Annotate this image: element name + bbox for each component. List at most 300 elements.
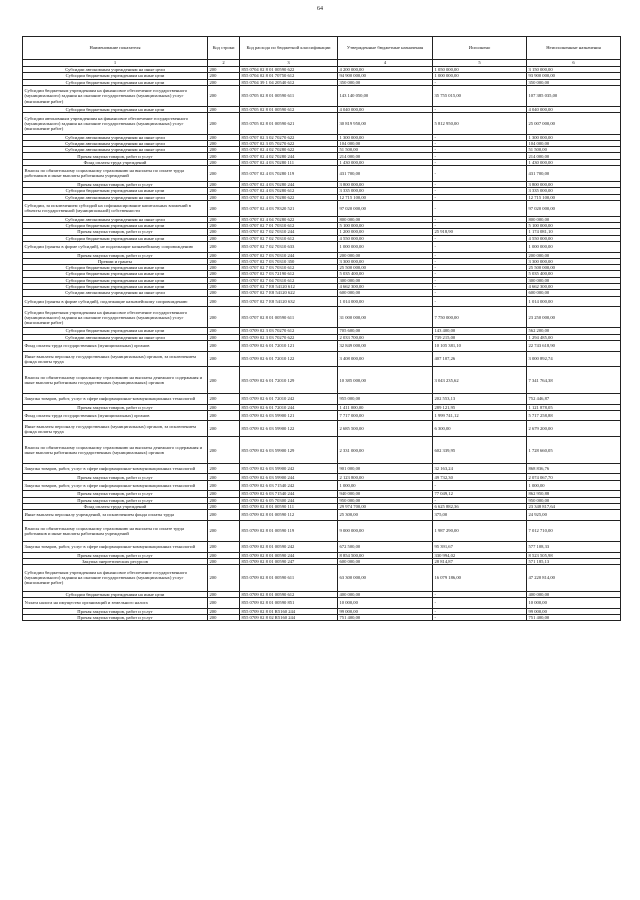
row-approved: 2 123 800,00 bbox=[338, 474, 433, 480]
row-unexecuted: 300 000,00 bbox=[527, 277, 621, 283]
row-approved: 8 854 500,00 bbox=[338, 552, 433, 558]
header-line-code: Код строки bbox=[208, 37, 240, 60]
row-approved: 5 035 400,00 bbox=[338, 271, 433, 277]
row-executed: 6 625 882,36 bbox=[433, 503, 527, 509]
row-unexecuted: 24 925,00 bbox=[527, 510, 621, 521]
row-line-code: 200 bbox=[208, 188, 240, 194]
row-name: Закупка товаров, работ, услуг в сфере информационно-коммуникационных технологий bbox=[23, 393, 208, 404]
row-executed: 7 750 000,00 bbox=[433, 307, 527, 328]
row-approved: 431 700,00 bbox=[338, 166, 433, 182]
row-name: Субсидии бюджетным учреждениям на иные цели bbox=[23, 79, 208, 85]
row-budget-code: 855 0709 02 6 03 59900 122 bbox=[240, 421, 338, 437]
row-executed: - bbox=[433, 277, 527, 283]
row-executed: 1 999 741,12 bbox=[433, 410, 527, 421]
row-approved: 4 550 000,00 bbox=[338, 235, 433, 241]
row-line-code: 200 bbox=[208, 597, 240, 608]
row-executed: - bbox=[433, 252, 527, 258]
row-line-code: 200 bbox=[208, 296, 240, 307]
row-approved: 214 000,00 bbox=[338, 153, 433, 159]
row-line-code: 200 bbox=[208, 565, 240, 592]
row-budget-code: 855 0707 02 4 02 70280 244 bbox=[240, 153, 338, 159]
row-executed: 32 163,24 bbox=[433, 463, 527, 474]
row-name: Прочая закупка товаров, работ и услуг bbox=[23, 229, 208, 235]
row-name: Субсидии автономным учреждениям на иные цели bbox=[23, 334, 208, 340]
table-row bbox=[23, 200, 621, 216]
row-executed: - bbox=[433, 140, 527, 146]
table-row bbox=[23, 565, 621, 592]
row-name: Субсидии бюджетным учреждениям на иные цели bbox=[23, 107, 208, 113]
row-approved: 940 000,00 bbox=[338, 491, 433, 497]
row-approved: 800 000,00 bbox=[338, 216, 433, 222]
row-budget-code: 855 0709 02 3 03 70270 622 bbox=[240, 334, 338, 340]
row-line-code: 200 bbox=[208, 591, 240, 597]
row-unexecuted: 7 341 764,38 bbox=[527, 367, 621, 394]
row-approved: 12 715 100,00 bbox=[338, 194, 433, 200]
row-unexecuted: 25 007 000,00 bbox=[527, 113, 621, 134]
row-budget-code: 855 0705 02 8 01 00590 621 bbox=[240, 113, 338, 134]
row-executed: - bbox=[433, 480, 527, 491]
row-approved: 1 014 000,00 bbox=[338, 296, 433, 307]
row-line-code: 200 bbox=[208, 223, 240, 229]
row-approved: 3 408 000,00 bbox=[338, 351, 433, 367]
row-unexecuted: 200 000,00 bbox=[527, 252, 621, 258]
row-approved: 1 411 000,00 bbox=[338, 404, 433, 410]
row-approved: 3 335 000,00 bbox=[338, 188, 433, 194]
row-budget-code: 855 0704 02 8 01 70750 612 bbox=[240, 73, 338, 79]
row-executed: - bbox=[433, 608, 527, 614]
row-executed: - bbox=[433, 258, 527, 264]
row-line-code: 200 bbox=[208, 216, 240, 222]
row-name: Субсидии бюджетным учреждениям на иные цели bbox=[23, 283, 208, 289]
row-executed: - bbox=[433, 597, 527, 608]
row-executed: - bbox=[433, 181, 527, 187]
row-approved: 4 662 300,00 bbox=[338, 283, 433, 289]
row-approved: 63 300 000,00 bbox=[338, 565, 433, 592]
row-unexecuted: 104 000,00 bbox=[527, 140, 621, 146]
row-budget-code: 855 0709 02 8 01 00590 247 bbox=[240, 558, 338, 564]
row-name: Субсидии автономным учреждениям на финансовое обеспечение государственного (муниципального) задания на оказание государственных (муниципальных) услуг (выполнение работ) bbox=[23, 113, 208, 134]
row-approved: 1 300 000,00 bbox=[338, 134, 433, 140]
row-unexecuted: 10 000,00 bbox=[527, 597, 621, 608]
row-budget-code: 855 0707 02 4 02 70280 622 bbox=[240, 147, 338, 153]
row-line-code: 200 bbox=[208, 334, 240, 340]
row-approved: 705 600,00 bbox=[338, 328, 433, 334]
row-budget-code: 855 0707 02 7 E8 54120 632 bbox=[240, 296, 338, 307]
row-name: Взносы по обязательному социальному страхованию на выплаты денежного содержания и иные выплаты работникам государственных (муниципальных) органов bbox=[23, 437, 208, 464]
row-approved: 10 385 000,00 bbox=[338, 367, 433, 394]
row-unexecuted: 562 200,00 bbox=[527, 328, 621, 334]
row-unexecuted: 97 020 000,00 bbox=[527, 200, 621, 216]
row-executed: 202 553,13 bbox=[433, 393, 527, 404]
row-executed: - bbox=[433, 79, 527, 85]
row-name: Субсидии (гранты в форме субсидий), не подлежащие казначейскому сопровождению bbox=[23, 241, 208, 252]
row-line-code: 200 bbox=[208, 552, 240, 558]
row-executed: 25 918,90 bbox=[433, 229, 527, 235]
row-approved: 32 849 000,00 bbox=[338, 340, 433, 351]
table-body bbox=[23, 67, 621, 621]
row-unexecuted: 51 500,00 bbox=[527, 147, 621, 153]
row-line-code: 200 bbox=[208, 277, 240, 283]
row-budget-code: 855 0707 02 7 01 70310 612 bbox=[240, 223, 338, 229]
row-name: Взносы по обязательному социальному страхованию на выплаты денежного содержания и иные выплаты работникам государственных (муниципальных) органов bbox=[23, 367, 208, 394]
row-line-code: 200 bbox=[208, 307, 240, 328]
row-name: Прочая закупка товаров, работ и услуг bbox=[23, 252, 208, 258]
row-budget-code: 855 0707 02 3 02 70270 622 bbox=[240, 134, 338, 140]
row-executed: 1 987 290,00 bbox=[433, 520, 527, 541]
row-unexecuted: 1 000 000,00 bbox=[527, 241, 621, 252]
row-executed: 10 105 381,10 bbox=[433, 340, 527, 351]
row-name: Премии и гранты bbox=[23, 258, 208, 264]
row-budget-code: 855 0707 02 8 01 00590 611 bbox=[240, 307, 338, 328]
row-name: Фонд оплаты труда учреждений bbox=[23, 159, 208, 165]
row-name: Фонд оплаты труда государственных (муниципальных) органов bbox=[23, 410, 208, 421]
row-executed: - bbox=[433, 235, 527, 241]
row-approved: 901 000,00 bbox=[338, 463, 433, 474]
row-line-code: 200 bbox=[208, 393, 240, 404]
row-executed: 95 391,67 bbox=[433, 541, 527, 552]
table-row bbox=[23, 113, 621, 134]
row-name: Субсидии бюджетным учреждениям на иные цели bbox=[23, 271, 208, 277]
row-unexecuted: 5 717 258,88 bbox=[527, 410, 621, 421]
row-name: Закупка товаров, работ, услуг в сфере информационно-коммуникационных технологий bbox=[23, 541, 208, 552]
row-unexecuted: 862 950,88 bbox=[527, 491, 621, 497]
table-row bbox=[23, 463, 621, 474]
row-line-code: 200 bbox=[208, 283, 240, 289]
row-name: Субсидии бюджетным учреждениям на иные цели bbox=[23, 235, 208, 241]
table-row bbox=[23, 510, 621, 521]
row-unexecuted: 214 000,00 bbox=[527, 153, 621, 159]
row-unexecuted: 3 000 892,74 bbox=[527, 351, 621, 367]
row-unexecuted: 3 335 000,00 bbox=[527, 188, 621, 194]
row-executed: 289 121,95 bbox=[433, 404, 527, 410]
row-unexecuted: 99 000,00 bbox=[527, 608, 621, 614]
column-number: 6 bbox=[527, 60, 621, 67]
row-approved: 3 800 000,00 bbox=[338, 181, 433, 187]
row-executed: 28 814,87 bbox=[433, 558, 527, 564]
row-executed: 3 043 235,62 bbox=[433, 367, 527, 394]
row-name: Прочая закупка товаров, работ и услуг bbox=[23, 474, 208, 480]
row-unexecuted: 12 715 100,00 bbox=[527, 194, 621, 200]
row-approved: 300 000,00 bbox=[338, 277, 433, 283]
row-line-code: 200 bbox=[208, 79, 240, 85]
row-line-code: 200 bbox=[208, 463, 240, 474]
row-line-code: 200 bbox=[208, 491, 240, 497]
row-approved: 955 000,00 bbox=[338, 393, 433, 404]
row-unexecuted: 5 035 400,00 bbox=[527, 271, 621, 277]
row-budget-code: 855 0707 02 4 03 70280 119 bbox=[240, 166, 338, 182]
row-executed: - bbox=[433, 223, 527, 229]
row-budget-code: 855 0709 02 6 03 59900 121 bbox=[240, 410, 338, 421]
row-budget-code: 855 0707 02 4 03 70280 612 bbox=[240, 188, 338, 194]
row-budget-code: 855 0709 02 8 01 R5160 244 bbox=[240, 608, 338, 614]
row-unexecuted: 577 108,33 bbox=[527, 541, 621, 552]
row-approved: 2 331 000,00 bbox=[338, 437, 433, 464]
row-name: Прочая закупка товаров, работ и услуг bbox=[23, 153, 208, 159]
row-line-code: 200 bbox=[208, 404, 240, 410]
table-row bbox=[23, 241, 621, 252]
row-unexecuted: 571 185,13 bbox=[527, 558, 621, 564]
row-unexecuted: 868 836,76 bbox=[527, 463, 621, 474]
row-unexecuted: 22 743 618,90 bbox=[527, 340, 621, 351]
table-row bbox=[23, 597, 621, 608]
row-budget-code: 855 0709 02 8 01 00590 244 bbox=[240, 552, 338, 558]
row-line-code: 200 bbox=[208, 437, 240, 464]
row-unexecuted: 950 000,00 bbox=[527, 497, 621, 503]
row-name: Закупка товаров, работ, услуг в сфере информационно-коммуникационных технологий bbox=[23, 463, 208, 474]
column-number: 1 bbox=[23, 60, 208, 67]
table-row bbox=[23, 410, 621, 421]
row-name: Субсидии бюджетным учреждениям на иные цели bbox=[23, 188, 208, 194]
row-name: Прочая закупка товаров, работ и услуг bbox=[23, 614, 208, 620]
row-budget-code: 855 0707 02 4 03 70280 622 bbox=[240, 194, 338, 200]
row-approved: 1 430 000,00 bbox=[338, 159, 433, 165]
row-executed: - bbox=[433, 296, 527, 307]
row-budget-code: 855 0704 39 1 04 20540 612 bbox=[240, 79, 338, 85]
row-unexecuted: 3 800 000,00 bbox=[527, 181, 621, 187]
row-budget-code: 855 0707 02 7 E8 54120 612 bbox=[240, 283, 338, 289]
row-line-code: 200 bbox=[208, 290, 240, 296]
row-line-code: 200 bbox=[208, 200, 240, 216]
row-line-code: 200 bbox=[208, 410, 240, 421]
row-line-code: 200 bbox=[208, 258, 240, 264]
row-executed: 330 994,02 bbox=[433, 552, 527, 558]
row-budget-code: 855 0707 02 4 03 78320 521 bbox=[240, 200, 338, 216]
table-row bbox=[23, 614, 621, 620]
row-unexecuted: 107 385 035,00 bbox=[527, 85, 621, 106]
row-approved: 97 020 000,00 bbox=[338, 200, 433, 216]
row-budget-code: 855 0707 02 4 04 70280 622 bbox=[240, 216, 338, 222]
row-line-code: 200 bbox=[208, 510, 240, 521]
column-number: 3 bbox=[240, 60, 338, 67]
row-unexecuted: 800 000,00 bbox=[527, 216, 621, 222]
row-name: Субсидии бюджетным учреждениям на иные цели bbox=[23, 328, 208, 334]
row-name: Субсидии автономным учреждениям на иные цели bbox=[23, 216, 208, 222]
row-unexecuted: 3 300 000,00 bbox=[527, 258, 621, 264]
row-name: Фонд оплаты труда государственных (муниципальных) органов bbox=[23, 340, 208, 351]
row-line-code: 200 bbox=[208, 474, 240, 480]
row-executed: - bbox=[433, 166, 527, 182]
row-unexecuted: 5 100 000,00 bbox=[527, 223, 621, 229]
row-approved: 51 500,00 bbox=[338, 147, 433, 153]
row-executed: - bbox=[433, 107, 527, 113]
row-line-code: 200 bbox=[208, 340, 240, 351]
row-line-code: 200 bbox=[208, 421, 240, 437]
row-line-code: 200 bbox=[208, 153, 240, 159]
header-budget-code: Код расхода по бюджетной классификации bbox=[240, 37, 338, 60]
row-name: Иные выплаты персоналу государственных (муниципальных) органов, за исключением фонда оплаты труда bbox=[23, 421, 208, 437]
row-executed: - bbox=[433, 241, 527, 252]
row-line-code: 200 bbox=[208, 480, 240, 491]
row-budget-code: 855 0707 02 7 02 70310 612 bbox=[240, 235, 338, 241]
page-number: 64 bbox=[317, 6, 323, 12]
table-row bbox=[23, 351, 621, 367]
row-executed: 375,00 bbox=[433, 510, 527, 521]
row-unexecuted: 1 300 000,00 bbox=[527, 134, 621, 140]
row-unexecuted: 47 220 814,00 bbox=[527, 565, 621, 592]
row-approved: 94 900 000,00 bbox=[338, 73, 433, 79]
row-line-code: 200 bbox=[208, 67, 240, 73]
row-budget-code: 855 0707 02 7 03 70310 612 bbox=[240, 265, 338, 271]
row-name: Субсидии автономным учреждениям на иные цели bbox=[23, 290, 208, 296]
row-unexecuted: 4 662 300,00 bbox=[527, 283, 621, 289]
header-approved: Утвержденные бюджетные назначения bbox=[338, 37, 433, 60]
row-budget-code: 855 0707 02 7 E8 54120 622 bbox=[240, 290, 338, 296]
row-name: Прочая закупка товаров, работ и услуг bbox=[23, 181, 208, 187]
row-unexecuted: 1 174 081,10 bbox=[527, 229, 621, 235]
row-name: Прочая закупка товаров, работ и услуг bbox=[23, 552, 208, 558]
header-executed: Исполнено bbox=[433, 37, 527, 60]
table-row bbox=[23, 437, 621, 464]
row-budget-code: 855 0709 02 8 01 00590 112 bbox=[240, 510, 338, 521]
budget-execution-table bbox=[22, 36, 621, 621]
row-budget-code: 855 0709 02 8 01 00590 612 bbox=[240, 591, 338, 597]
row-line-code: 200 bbox=[208, 367, 240, 394]
row-executed: 739 215,00 bbox=[433, 334, 527, 340]
row-budget-code: 855 0707 02 4 03 70280 244 bbox=[240, 181, 338, 187]
table-row bbox=[23, 85, 621, 106]
row-executed: 1 050 000,00 bbox=[433, 67, 527, 73]
row-unexecuted: 23 250 000,00 bbox=[527, 307, 621, 328]
row-line-code: 200 bbox=[208, 229, 240, 235]
row-name: Субсидии бюджетным учреждениям на иные цели bbox=[23, 591, 208, 597]
row-unexecuted: 93 900 000,00 bbox=[527, 73, 621, 79]
row-name: Иные выплаты персоналу учреждений, за исключением фонда оплаты труда bbox=[23, 510, 208, 521]
row-unexecuted: 431 700,00 bbox=[527, 166, 621, 182]
column-number-row bbox=[23, 60, 621, 67]
row-budget-code: 855 0709 02 6 01 72010 242 bbox=[240, 393, 338, 404]
row-name: Прочая закупка товаров, работ и услуг bbox=[23, 404, 208, 410]
row-approved: 31 000 000,00 bbox=[338, 307, 433, 328]
row-unexecuted: 751 400,00 bbox=[527, 614, 621, 620]
row-name: Субсидии бюджетным учреждениям на финансовое обеспечение государственного (муниципального) задания на оказание государственных (муниципальных) услуг (выполнение работ) bbox=[23, 307, 208, 328]
row-executed: - bbox=[433, 153, 527, 159]
row-name: Закупка товаров, работ, услуг в сфере информационно-коммуникационных технологий bbox=[23, 480, 208, 491]
row-line-code: 200 bbox=[208, 159, 240, 165]
row-executed: - bbox=[433, 271, 527, 277]
row-approved: 143 140 050,00 bbox=[338, 85, 433, 106]
table-row bbox=[23, 296, 621, 307]
row-unexecuted: 25 500 000,00 bbox=[527, 265, 621, 271]
row-line-code: 200 bbox=[208, 235, 240, 241]
table-row bbox=[23, 340, 621, 351]
table-row bbox=[23, 393, 621, 404]
row-unexecuted: 1 000,00 bbox=[527, 480, 621, 491]
row-approved: 10 000,00 bbox=[338, 597, 433, 608]
row-unexecuted: 1 014 000,00 bbox=[527, 296, 621, 307]
row-budget-code: 855 0707 02 7 03 70310 244 bbox=[240, 252, 338, 258]
row-executed: 5 812 950,00 bbox=[433, 113, 527, 134]
row-line-code: 200 bbox=[208, 194, 240, 200]
row-budget-code: 855 0707 02 7 03 70310 350 bbox=[240, 258, 338, 264]
row-approved: 4 200 000,00 bbox=[338, 67, 433, 73]
row-name: Субсидии бюджетным учреждениям на иные цели bbox=[23, 223, 208, 229]
row-approved: 3 300 000,00 bbox=[338, 258, 433, 264]
row-line-code: 200 bbox=[208, 614, 240, 620]
row-line-code: 200 bbox=[208, 497, 240, 503]
row-approved: 30 819 950,00 bbox=[338, 113, 433, 134]
column-number: 4 bbox=[338, 60, 433, 67]
row-name: Субсидии (гранты в форме субсидий), подлежащие казначейскому сопровождению bbox=[23, 296, 208, 307]
row-executed: - bbox=[433, 283, 527, 289]
row-budget-code: 855 0705 02 8 01 00590 612 bbox=[240, 107, 338, 113]
row-budget-code: 855 0705 02 8 01 00590 611 bbox=[240, 85, 338, 106]
row-name: Иные выплаты персоналу государственных (муниципальных) органов, за исключением фонда оплаты труда bbox=[23, 351, 208, 367]
row-approved: 1 200 000,00 bbox=[338, 229, 433, 235]
row-budget-code: 855 0709 02 8 01 00590 111 bbox=[240, 503, 338, 509]
row-approved: 200 000,00 bbox=[338, 252, 433, 258]
header-unexecuted: Неисполненные назначения bbox=[527, 37, 621, 60]
row-line-code: 200 bbox=[208, 166, 240, 182]
row-name: Субсидии автономным учреждениям на иные цели bbox=[23, 147, 208, 153]
row-unexecuted: 4 550 000,00 bbox=[527, 235, 621, 241]
row-unexecuted: 350 000,00 bbox=[527, 79, 621, 85]
row-budget-code: 855 0709 02 6 05 70300 244 bbox=[240, 497, 338, 503]
row-approved: 104 000,00 bbox=[338, 140, 433, 146]
table-row bbox=[23, 520, 621, 541]
row-name: Субсидии бюджетным учреждениям на финансовое обеспечение государственного (муниципального) задания на оказание государственных (муниципальных) услуг (выполнение работ) bbox=[23, 85, 208, 106]
row-executed: - bbox=[433, 265, 527, 271]
row-name: Субсидии бюджетным учреждениям на иные цели bbox=[23, 265, 208, 271]
row-executed: - bbox=[433, 591, 527, 597]
row-unexecuted: 8 523 505,98 bbox=[527, 552, 621, 558]
header-indicator-name: Наименование показателя bbox=[23, 37, 208, 60]
row-approved: 1 000,00 bbox=[338, 480, 433, 491]
row-unexecuted: 23 348 817,64 bbox=[527, 503, 621, 509]
row-budget-code: 855 0709 02 8 01 00590 851 bbox=[240, 597, 338, 608]
row-approved: 600 000,00 bbox=[338, 558, 433, 564]
row-line-code: 200 bbox=[208, 351, 240, 367]
row-approved: 950 000,00 bbox=[338, 497, 433, 503]
row-line-code: 200 bbox=[208, 140, 240, 146]
row-line-code: 200 bbox=[208, 608, 240, 614]
row-budget-code: 855 0707 02 4 03 70280 111 bbox=[240, 159, 338, 165]
row-budget-code: 855 0704 02 8 01 00590 622 bbox=[240, 67, 338, 73]
row-budget-code: 855 0709 02 6 03 71540 244 bbox=[240, 491, 338, 497]
row-executed: 407 107,26 bbox=[433, 351, 527, 367]
row-budget-code: 855 0707 02 7 03 72190 612 bbox=[240, 271, 338, 277]
row-budget-code: 855 0709 02 8 01 00590 611 bbox=[240, 565, 338, 592]
row-approved: 672 500,00 bbox=[338, 541, 433, 552]
row-line-code: 200 bbox=[208, 113, 240, 134]
row-executed: - bbox=[433, 159, 527, 165]
row-name: Субсидии бюджетным учреждениям на иные цели bbox=[23, 73, 208, 79]
row-line-code: 200 bbox=[208, 134, 240, 140]
row-name: Субсидии автономным учреждениям на иные цели bbox=[23, 194, 208, 200]
row-budget-code: 855 0709 02 6 03 59900 129 bbox=[240, 437, 338, 464]
row-name: Субсидии бюджетным учреждениям на иные цели bbox=[23, 277, 208, 283]
row-budget-code: 855 0709 02 6 01 72010 121 bbox=[240, 340, 338, 351]
row-budget-code: 855 0707 02 7 04 70310 612 bbox=[240, 277, 338, 283]
row-approved: 25 300,00 bbox=[338, 510, 433, 521]
row-line-code: 200 bbox=[208, 503, 240, 509]
table-row bbox=[23, 307, 621, 328]
row-approved: 2 685 500,00 bbox=[338, 421, 433, 437]
row-executed: - bbox=[433, 188, 527, 194]
row-line-code: 200 bbox=[208, 328, 240, 334]
row-line-code: 200 bbox=[208, 147, 240, 153]
row-name: Прочая закупка товаров, работ и услуг bbox=[23, 608, 208, 614]
row-executed: 77 049,12 bbox=[433, 491, 527, 497]
row-line-code: 200 bbox=[208, 107, 240, 113]
row-executed: - bbox=[433, 147, 527, 153]
row-line-code: 200 bbox=[208, 241, 240, 252]
row-approved: 751 400,00 bbox=[338, 614, 433, 620]
row-executed: - bbox=[433, 134, 527, 140]
row-unexecuted: 4 040 000,00 bbox=[527, 107, 621, 113]
row-executed: - bbox=[433, 614, 527, 620]
row-approved: 600 000,00 bbox=[338, 290, 433, 296]
row-name: Фонд оплаты труда учреждений bbox=[23, 503, 208, 509]
